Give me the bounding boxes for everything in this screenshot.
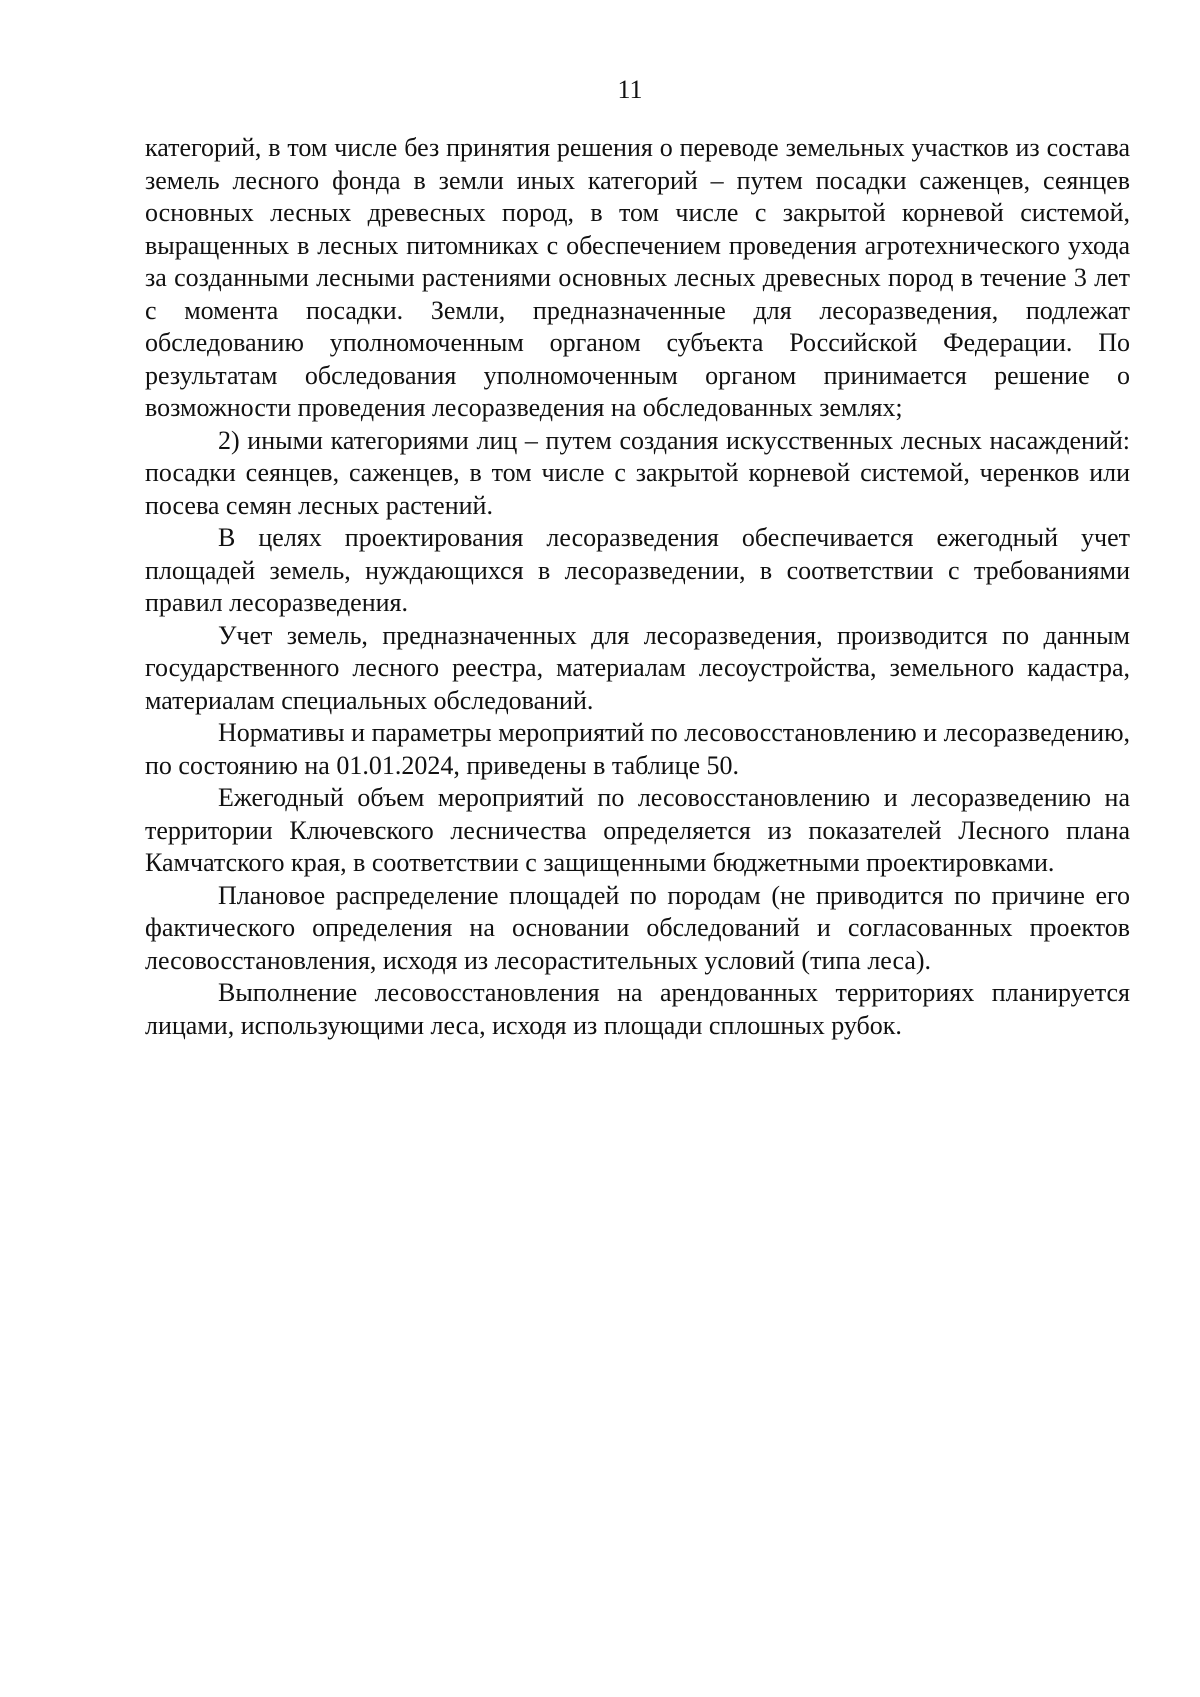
page-number: 11 xyxy=(617,75,643,104)
paragraph-planned-distribution: Плановое распределение площадей по породам (не приводится по причине его фактического определения на основании обследований и согласованных проектов лесовосстановления, исходя из лесорастительных условий (типа леса). xyxy=(145,880,1130,975)
paragraph-execution: Выполнение лесовосстановления на арендованных территориях планируется лицами, использующими леса, исходя из площади сплошных рубок. xyxy=(145,978,1130,1040)
body-text xyxy=(145,132,1130,1042)
paragraph-norms: Нормативы и параметры мероприятий по лесовосстановлению и лесоразведению, по состоянию на 01.01.2024, приведены в таблице 50. xyxy=(145,718,1130,780)
paragraph-continuation: категорий, в том числе без принятия решения о переводе земельных участков из состава земель лесного фонда в земли иных категорий – путем посадки саженцев, сеянцев основных лесных древесных пород, в том числе с закрытой корневой системой, выращенных в лесных питомниках с обеспечением проведения агротехнического ухода за созданными лесными растениями основных лесных древесных пород в течение 3 лет с момента посадки. Земли, предназначенные для лесоразведения, подлежат обследованию уполномоченным органом субъекта Российской Федерации. По результатам обследования уполномоченным органом принимается решение о возможности проведения лесоразведения на обследованных землях; xyxy=(145,133,1130,422)
paragraph-land-accounting: Учет земель, предназначенных для лесоразведения, производится по данным государственного лесного реестра, материалам лесоустройства, земельного кадастра, материалам специальных обследований. xyxy=(145,620,1130,715)
paragraph-annual-volume: Ежегодный объем мероприятий по лесовосстановлению и лесоразведению на территории Ключевского лесничества определяется из показателей Лесного плана Камчатского края, в соответствии с защищенными бюджетными проектировками. xyxy=(145,783,1130,877)
paragraph-annual-accounting: В целях проектирования лесоразведения обеспечивается ежегодный учет площадей земель, нуждающихся в лесоразведении, в соответствии с требованиями правил лесоразведения. xyxy=(145,523,1130,617)
paragraph-item-2: 2) иными категориями лиц – путем создания искусственных лесных насаждений: посадки сеянцев, саженцев, в том числе с закрытой корневой системой, черенков или посева семян лесных растений. xyxy=(145,425,1130,520)
